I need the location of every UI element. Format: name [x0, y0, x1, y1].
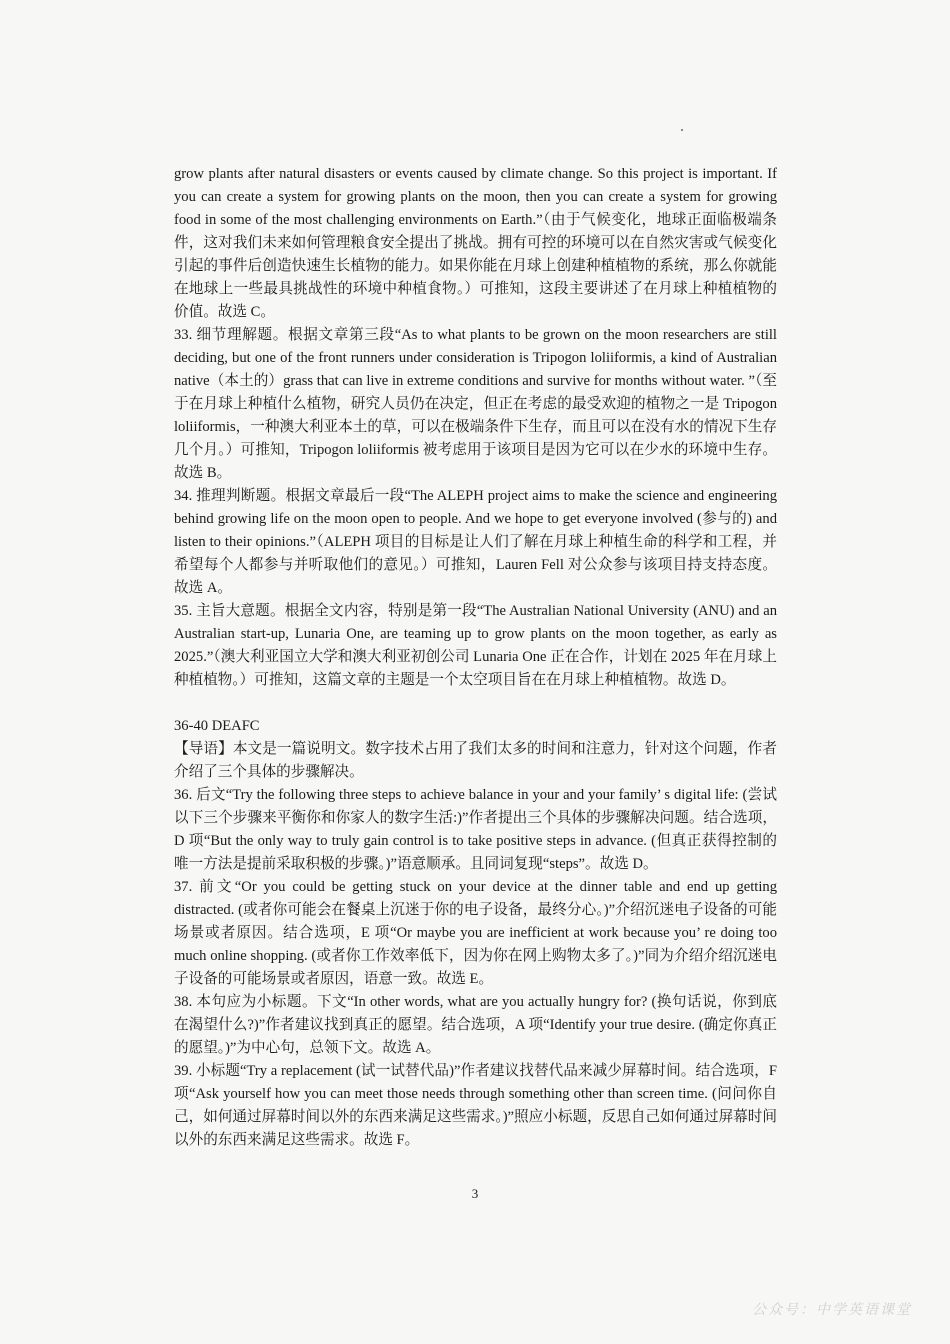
paragraph-35: 35. 主旨大意题。根据全文内容，特别是第一段“The Australian National University (ANU) and an Australian start-up, Lunaria One, are teaming up to grow plants on the moon together, as early as 2025.”（澳大利亚国立大学和澳大利亚初创公司 Lunaria One 正在合作，计划在 2025 年在月球上种植植物。）可推知，这篇文章的主题是一个太空项目旨在在月球上种植植物。故选 D。	[174, 603, 777, 688]
page-number: 3	[471, 1186, 479, 1201]
paragraph-37: 37. 前文“Or you could be getting stuck on your device at the dinner table and end up getting distracted. (或者你可能会在餐桌上沉迷于你的电子设备，最终分心。)”介绍沉迷电子设备的可能场景或者原因。结合选项，E 项“Or maybe you are inefficient at work because you’ re doing too much online shopping. (或者你工作效率低下，因为你在网上购物太多了。)”同为介绍介绍沉迷电子设备的可能场景或者原因，语意一致。故选 E。	[174, 879, 777, 987]
paragraph-38: 38. 本句应为小标题。下文“In other words, what are you actually hungry for? (换句话说，你到底在渴望什么?)”作者建议找到真正的愿望。结合选项，A 项“Identify your true desire. (确定你真正的愿望。)”为中心句，总领下文。故选 A。	[174, 994, 777, 1056]
paragraph-33: 33. 细节理解题。根据文章第三段“As to what plants to be grown on the moon researchers are still deciding, but one of the front runners under consideration is Tripogon loliiformis, a kind of Australian native（本土的）grass that can live in extreme conditions and survive for months without water. ”（至于在月球上种植什么植物，研究人员仍在决定，但正在考虑的最受欢迎的植物之一是 Tripogon loliiformis，一种澳大利亚本土的草，可以在极端条件下生存，而且可以在没有水的情况下生存几个月。）可推知，Tripogon loliiformis 被考虑用于该项目是因为它可以在少水的环境中生存。故选 B。	[174, 327, 777, 481]
intro-paragraph: 【导语】本文是一篇说明文。数字技术占用了我们太多的时间和注意力，针对这个问题，作者介绍了三个具体的步骤解决。	[174, 741, 777, 780]
scan-speck	[681, 129, 683, 131]
paragraph-34: 34. 推理判断题。根据文章最后一段“The ALEPH project aims to make the science and engineering behind growing life on the moon open to people. And we hope to get everyone involved (参与的) and listen to their opinions.”（ALEPH 项目的目标是让人们了解在月球上种植生命的科学和工程，并希望每个人都参与并听取他们的意见。）可推知，Lauren Fell 对公众参与该项目持支持态度。故选 A。	[174, 488, 777, 596]
paragraph-39: 39. 小标题“Try a replacement (试一试替代品)”作者建议找替代品来减少屏幕时间。结合选项，F 项“Ask yourself how you can meet those needs through something other than screen time. (问问你自己，如何通过屏幕时间以外的东西来满足这些需求。)”照应小标题，反思自己如何通过屏幕时间以外的东西来满足这些需求。故选 F。	[174, 1063, 777, 1148]
answer-key-36-40: 36-40 DEAFC	[174, 718, 260, 734]
answer-explanations	[174, 163, 777, 1152]
section-gap	[174, 692, 777, 715]
paragraph-36: 36. 后文“Try the following three steps to achieve balance in your and your family’ s digital life: (尝试以下三个步骤来平衡你和你家人的数字生活:)”作者提出三个具体的步骤解决问题。结合选项，D 项“But the only way to truly gain control is to take positive steps in advance. (但真正获得控制的唯一方法是提前采取积极的步骤。)”语意顺承。且同词复现“steps”。故选 D。	[174, 787, 777, 872]
paragraph-32-continued: grow plants after natural disasters or events caused by climate change. So this project is important. If you can create a system for growing plants on the moon, then you can create a system for growing food in some of the most challenging environments on Earth.”（由于气候变化，地球正面临极端条件，这对我们未来如何管理粮食安全提出了挑战。拥有可控的环境可以在自然灾害或气候变化引起的事件后创造快速生长植物的能力。如果你能在月球上创建种植植物的系统，那么你就能在地球上一些最具挑战性的环境中种植食物。）可推知，这段主要讲述了在月球上种植植物的价值。故选 C。	[174, 166, 777, 320]
watermark: 公众号：中学英语课堂	[752, 1302, 912, 1318]
